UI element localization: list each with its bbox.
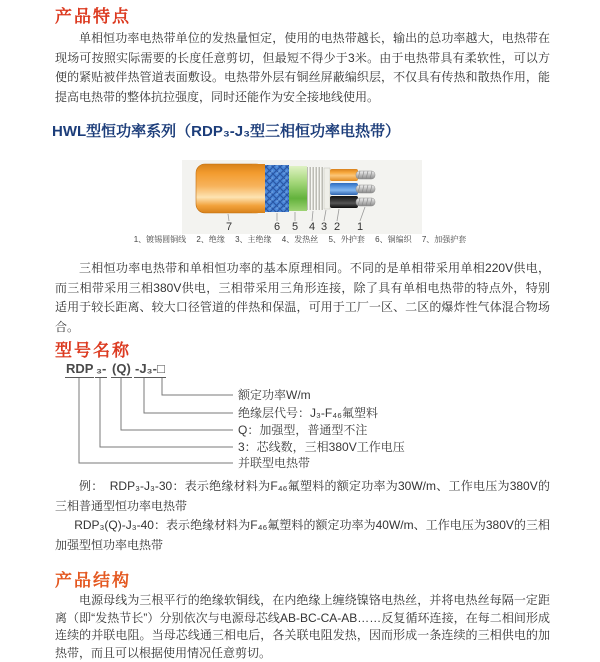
figure-caption-item-1: 1、镀锡圆铜线 <box>133 235 187 244</box>
model-code-part-q: (Q) <box>112 361 131 376</box>
model-code-part-power: □ <box>157 361 165 376</box>
cable-structure-figure <box>0 160 600 246</box>
model-label-reinforced-type: Q：加强型，普通型不注 <box>238 423 368 437</box>
figure-caption-item-7: 7、加强护套 <box>421 235 467 244</box>
model-example-2: RDP₃(Q)-J₃-40：表示绝缘材料为F₄₆氟塑料的额定功率为40W/m、工作电压为380V的三相加强型恒功率电热带 <box>55 518 550 552</box>
model-label-parallel-type: 并联型电热带 <box>238 456 311 470</box>
model-code-part-j3: -J₃- <box>135 361 157 376</box>
figure-caption-item-3: 3、主绝缘 <box>235 235 272 244</box>
cable-cutaway-diagram <box>182 160 422 234</box>
figure-part-number-4: 4 <box>309 221 316 233</box>
model-label-insulation-code: 绝缘层代号：J₃-F₄₆氟塑料 <box>238 406 378 420</box>
figure-caption <box>0 235 600 245</box>
section-title-product-structure: 产品结构 <box>55 571 131 590</box>
figure-part-number-5: 5 <box>292 221 299 233</box>
section-title-model-name: 型号名称 <box>55 341 131 360</box>
figure-part-number-2: 2 <box>334 221 341 233</box>
three-phase-intro-paragraph: 三相恒功率电热带和单相恒功率的基本原理相同。不同的是单相带采用单相220V供电，而三相带采用三相380V供电，三相带采用三角形连接，除了具有单相电热带的特点外，特别适用于较长距离、较大口径管道的伴热和保温，可用于工厂一区、二区的爆炸性气体混合物场合。 <box>55 261 550 334</box>
model-code-part-3: ₃- <box>96 361 107 376</box>
model-code-part-rdp: RDP <box>66 361 94 376</box>
figure-caption-item-6: 6、铜编织 <box>375 235 412 244</box>
figure-caption-item-2: 2、绝缘 <box>196 235 225 244</box>
model-label-rated-power: 额定功率W/m <box>238 388 311 402</box>
figure-part-number-6: 6 <box>274 221 281 233</box>
series-heading: HWL型恒功率系列（RDP₃-J₃型三相恒功率电热带） <box>52 123 401 140</box>
model-code-diagram <box>55 361 600 469</box>
model-label-core-count: 3：芯线数，三相380V工作电压 <box>238 440 405 454</box>
model-example-1: 例： RDP₃-J₃-30：表示绝缘材料为F₄₆氟塑料的额定功率为30W/m、工作电压为380V的三相普通型恒功率电热带 <box>55 479 550 513</box>
product-features-paragraph: 单相恒功率电热带单位的发热量恒定，使用的电热带越长，输出的总功率越大，电热带在现场可按照实际需要的长度任意剪切，但最短不得少于3米。由于电热带具有柔软性，可以方便的紧贴被伴热管道表面敷设。电热带外层有铜丝屏蔽编织层，不仅具有传热和散热作用，能提高电热带的整体抗拉强度，同时还能作为安全接地线使用。 <box>55 31 550 104</box>
figure-part-number-1: 1 <box>357 221 364 233</box>
product-structure-paragraph: 电源母线为三根平行的绝缘软铜线，在内绝缘上缠绕镍铬电热丝，并将电热丝每隔一定距离（即“发热节长”）分别依次与电源母芯线AB-BC-CA-AB……反复循环连接，在每二相间形成连续的并联电阻。当母芯线通三相电后，各关联电阻发热，因而形成一条连续的三相供电的加热带，而且可以根据使用情况任意剪切。 <box>55 593 550 660</box>
figure-part-number-3: 3 <box>321 221 328 233</box>
figure-caption-item-5: 5、外护套 <box>328 235 365 244</box>
figure-part-number-7: 7 <box>226 221 233 233</box>
cable-diagram-svg <box>182 160 422 223</box>
section-title-product-features: 产品特点 <box>55 7 131 26</box>
figure-caption-item-4: 4、发热丝 <box>281 235 319 244</box>
